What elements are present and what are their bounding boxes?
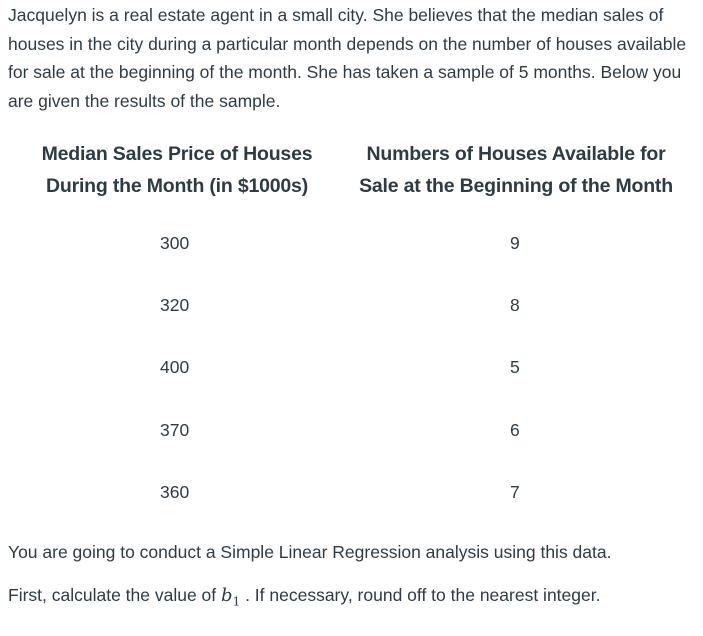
column-header-median-price-line-2: During the Month (in $1000s) bbox=[45, 175, 308, 197]
column-header-houses-available-line-1: Numbers of Houses Available for bbox=[366, 143, 666, 165]
column-header-median-price bbox=[10, 138, 344, 202]
intro-paragraph: Jacquelyn is a real estate agent in a small city. She believes that the median sales of houses in the city during a particular month depends on the number of houses available for sale at the beginning of the month. She has taken a sample of 5 months. Below you are given the results of the sample. bbox=[8, 5, 687, 111]
question-suffix: . If necessary, round off to the nearest integer. bbox=[240, 585, 601, 605]
regression-instruction: You are going to conduct a Simple Linear Regression analysis using this data. bbox=[8, 542, 612, 562]
column-header-houses-available-line-2: Sale at the Beginning of the Month bbox=[359, 175, 673, 197]
houses-available-cell: 8 bbox=[510, 295, 520, 315]
median-price-cell: 300 bbox=[160, 233, 190, 253]
median-price-cell: 370 bbox=[160, 420, 190, 440]
median-price-cell: 320 bbox=[160, 295, 190, 315]
median-price-cell: 360 bbox=[160, 482, 190, 502]
houses-available-cell: 6 bbox=[510, 420, 520, 440]
question-prefix: First, calculate the value of bbox=[8, 585, 222, 605]
column-header-houses-available bbox=[345, 138, 687, 202]
b1-symbol-base: b bbox=[221, 585, 233, 606]
b1-symbol-subscript: 1 bbox=[232, 594, 241, 609]
problem-intro bbox=[8, 1, 698, 115]
question-prompt bbox=[8, 583, 600, 614]
houses-available-cell: 9 bbox=[510, 233, 520, 253]
column-header-median-price-line-1: Median Sales Price of Houses bbox=[41, 143, 313, 165]
b1-symbol bbox=[221, 585, 241, 609]
median-price-cell: 400 bbox=[160, 357, 190, 377]
houses-available-cell: 7 bbox=[510, 482, 520, 502]
houses-available-cell: 5 bbox=[510, 357, 520, 377]
